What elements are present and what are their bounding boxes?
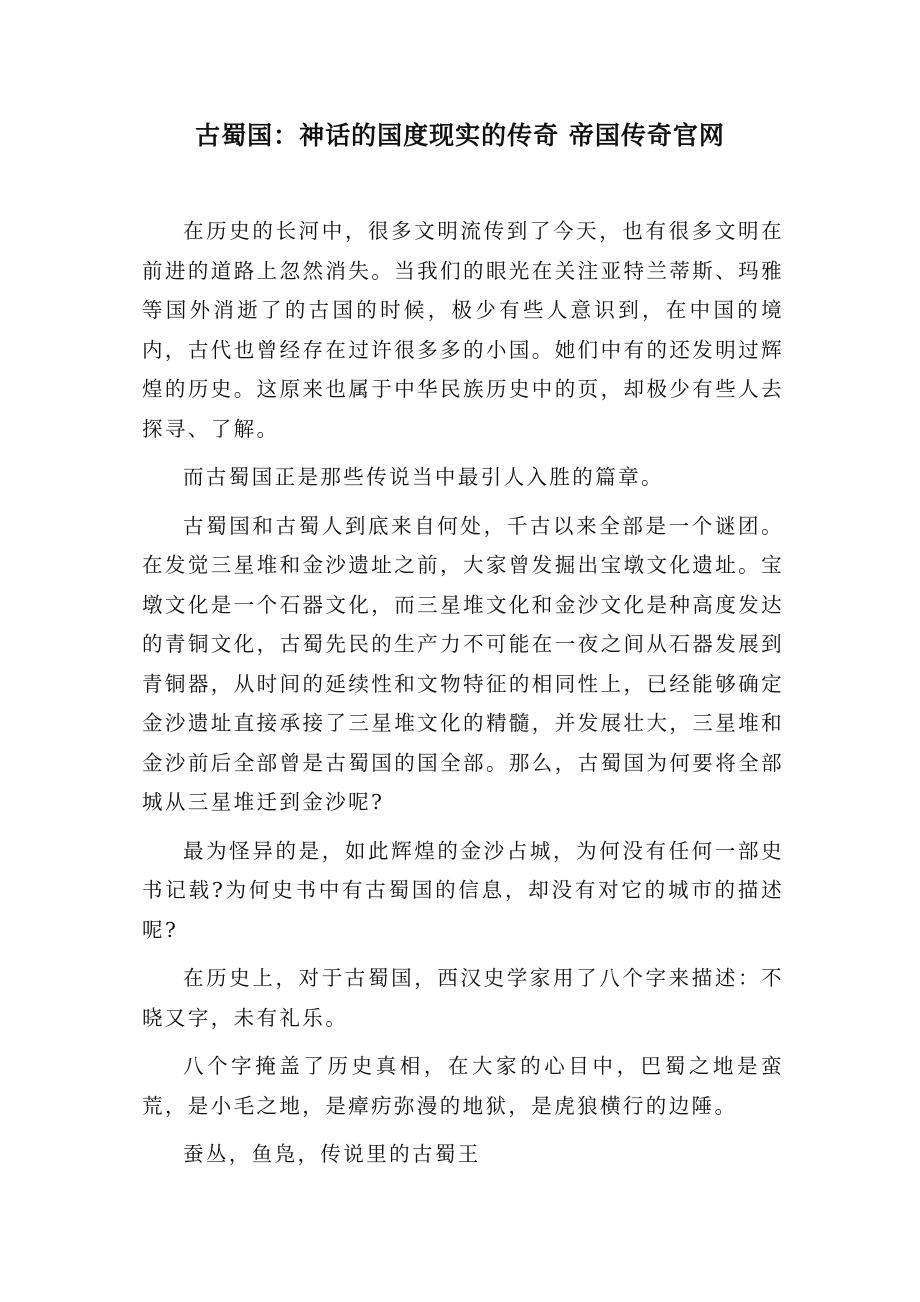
- document-title: 古蜀国：神话的国度现实的传奇 帝国传奇官网: [195, 121, 725, 150]
- paragraph-7: 蚕丛，鱼凫，传说里的古蜀王: [183, 1142, 481, 1166]
- paragraph-2: 而古蜀国正是那些传说当中最引人入胜的篇章。: [183, 465, 664, 489]
- paragraph-6: 八个字掩盖了历史真相，在大家的心目中，巴蜀之地是蛮荒，是小毛之地，是瘴疠弥漫的地狱，是虎狼横行的边陲。: [142, 1054, 784, 1118]
- document-body: [142, 212, 784, 1184]
- paragraph-3: 古蜀国和古蜀人到底来自何处，千古以来全部是一个谜团。在发觉三星堆和金沙遗址之前，大家曾发掘出宝墩文化遗址。宝墩文化是一个石器文化，而三星堆文化和金沙文化是种高度发达的青铜文化，古蜀先民的生产力不可能在一夜之间从石器发展到青铜器，从时间的延续性和文物特征的相同性上，已经能够确定金沙遗址直接承接了三星堆文化的精髓，并发展壮大，三星堆和金沙前后全部曾是古蜀国的国全部。那么，古蜀国为何要将全部城从三星堆迁到金沙呢?: [142, 513, 784, 814]
- paragraph-1: 在历史的长河中，很多文明流传到了今天，也有很多文明在前进的道路上忽然消失。当我们的眼光在关注亚特兰蒂斯、玛雅等国外消逝了的古国的时候，极少有些人意识到，在中国的境内，古代也曾经存在过许很多多的小国。她们中有的还发明过辉煌的历史。这原来也属于中华民族历史中的页，却极少有些人去探寻、了解。: [142, 219, 784, 441]
- paragraph-5: 在历史上，对于古蜀国，西汉史学家用了八个字来描述：不晓又字，未有礼乐。: [142, 966, 784, 1030]
- paragraph-4: 最为怪异的是，如此辉煌的金沙占城，为何没有任何一部史书记载?为何史书中有古蜀国的信息，却没有对它的城市的描述呢?: [142, 838, 784, 942]
